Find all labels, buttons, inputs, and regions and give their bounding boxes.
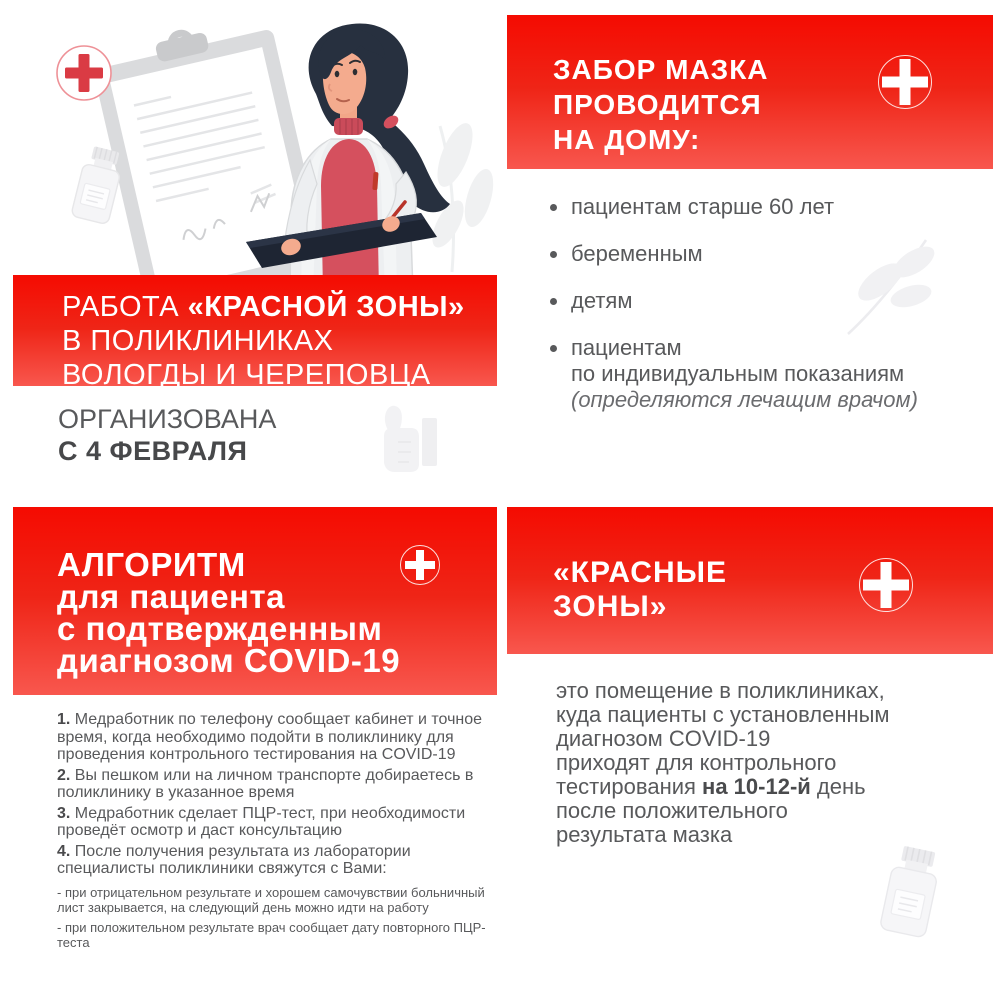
header-line: диагнозом COVID-19	[57, 642, 401, 679]
body-line-part: день	[810, 774, 866, 799]
bullet-dot-icon	[550, 298, 557, 305]
step-item	[57, 711, 497, 764]
list-item	[550, 335, 980, 413]
banner-line: В ПОЛИКЛИНИКАХ	[62, 325, 334, 357]
step-text: Медработник сделает ПЦР-тест, при необходимости проведёт осмотр и даст консультацию	[57, 804, 466, 839]
bullet-dot-icon	[550, 345, 557, 352]
body-line-emphasis: на 10-12-й	[702, 774, 811, 799]
step-number: 1.	[57, 711, 71, 728]
header-line: «КРАСНЫЕ	[553, 556, 727, 589]
step-text: После получения результата из лаборатории специалисты поликлиники свяжутся с Вами:	[57, 842, 411, 877]
cross-icon	[878, 55, 932, 109]
banner-line	[62, 290, 487, 324]
body-line: куда пациенты с установленным	[556, 702, 890, 727]
bullet-note: (определяются лечащим врачом)	[571, 387, 918, 412]
step-number: 2.	[57, 766, 71, 784]
bullet-text: пациентам старше 60 лет	[571, 194, 835, 219]
header-line: с подтвержденным	[57, 610, 383, 647]
bullet-text-line: пациентам	[571, 335, 682, 360]
bullet-dot-icon	[550, 251, 557, 258]
step-number: 4.	[57, 842, 71, 860]
body-line: это помещение в поликлиниках,	[556, 678, 885, 703]
body-line	[556, 775, 986, 799]
banner-line1-bold: «КРАСНОЙ ЗОНЫ»	[187, 291, 465, 323]
cross-icon	[400, 545, 440, 585]
body-line: результата мазка	[556, 822, 733, 847]
header-line: ЗАБОР МАЗКА	[553, 54, 769, 85]
body-paragraph	[556, 679, 986, 847]
bullet-text: беременным	[571, 241, 703, 266]
header-line: АЛГОРИТМ	[57, 546, 246, 583]
body-line: после положительного	[556, 798, 788, 823]
bullet-text: детям	[571, 288, 633, 313]
body-line-part: тестирования	[556, 774, 703, 799]
header-line: для пациента	[57, 578, 285, 615]
thumbs-up-illustration	[374, 398, 444, 474]
step-item	[57, 805, 497, 840]
panel-top-left	[0, 0, 500, 500]
bullet-list	[550, 194, 980, 434]
banner-line1-regular: РАБОТА	[62, 291, 188, 323]
list-item	[550, 241, 980, 267]
subtitle	[58, 403, 276, 467]
subnote: - при отрицательном результате и хорошем самочувствии больничный лист закрывается, на следующий день можно идти на работу	[57, 884, 485, 915]
list-item	[550, 288, 980, 314]
bullet-dot-icon	[550, 204, 557, 211]
pill-bottle-illustration	[864, 842, 954, 947]
step-text: Вы пешком или на личном транспорте добираетесь в поликлинику в указанное время	[57, 766, 474, 801]
step-item	[57, 843, 497, 878]
body-line: диагнозом COVID-19	[556, 726, 771, 751]
step-text: Медработник по телефону сообщает кабинет и точное время, когда необходимо подойти в поликлинику для проведения контрольного тестирования на COVID-19	[57, 711, 483, 763]
header-line: НА ДОМУ:	[553, 124, 701, 155]
cross-icon	[859, 558, 913, 612]
steps-list	[57, 711, 497, 955]
banner-line: ВОЛОГДЫ И ЧЕРЕПОВЦА	[62, 359, 431, 391]
list-item	[550, 194, 980, 220]
header-title	[13, 507, 497, 695]
body-line: приходят для контрольного	[556, 750, 837, 775]
subnote: - при положительном результате врач сообщает дату повторного ПЦР-теста	[57, 919, 486, 950]
red-cross-badge-icon	[57, 46, 111, 100]
banner-title	[13, 275, 497, 391]
header-line: ПРОВОДИТСЯ	[553, 89, 762, 120]
step-item	[57, 767, 497, 802]
header-line: ЗОНЫ»	[553, 590, 668, 623]
header-title	[507, 507, 993, 654]
doctor-illustration	[0, 0, 500, 292]
pill-bottle-illustration	[71, 145, 126, 225]
bullet-text	[571, 335, 918, 413]
step-number: 3.	[57, 804, 71, 822]
subtitle-line2: С 4 ФЕВРАЛЯ	[58, 436, 248, 466]
subtitle-line1: ОРГАНИЗОВАНА	[58, 404, 277, 434]
subnotes	[57, 885, 497, 950]
bullet-text-line: по индивидуальным показаниям	[571, 361, 905, 386]
